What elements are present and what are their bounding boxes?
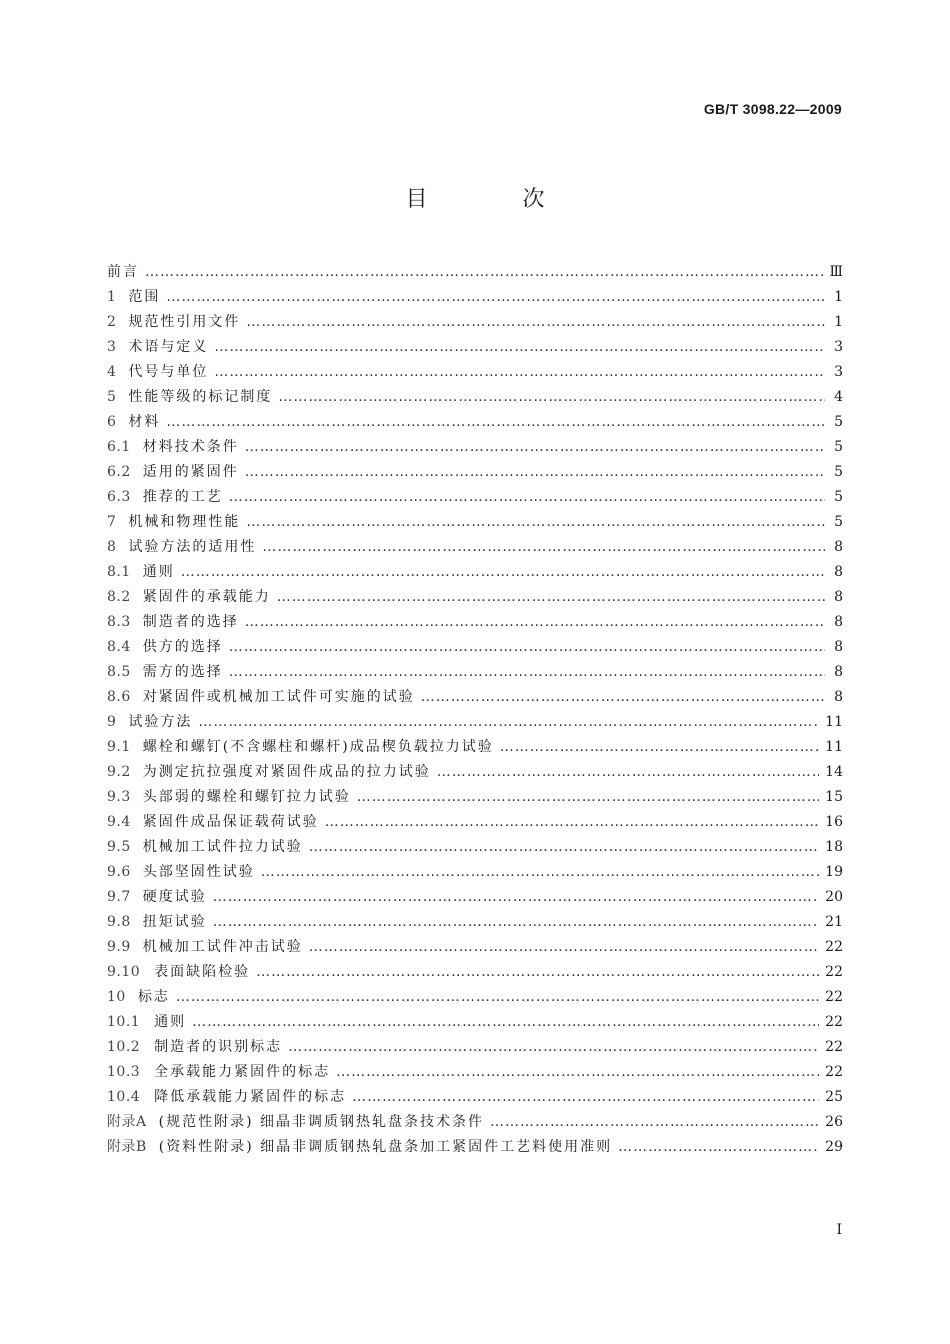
- toc-entry-label: 需方的选择: [142, 664, 223, 680]
- toc-entry-page: 4: [834, 389, 843, 405]
- toc-entry-label: 供方的选择: [142, 639, 223, 655]
- toc-entry-page: 1: [834, 314, 843, 330]
- toc-entry[interactable]: [107, 385, 843, 410]
- toc-leader-dots: [336, 1060, 819, 1085]
- toc-entry-label: 代号与单位: [128, 364, 209, 380]
- toc-entry-page: 22: [825, 964, 843, 980]
- toc-entry-page: 29: [825, 1139, 843, 1155]
- toc-entry-number: 9.8: [107, 914, 131, 930]
- toc-entry-label: 试验方法: [128, 714, 193, 730]
- toc-entry-label: 扭矩试验: [142, 914, 207, 930]
- toc-leader-dots: [214, 335, 825, 360]
- toc-entry[interactable]: [107, 1035, 843, 1060]
- toc-entry-page: 20: [825, 889, 843, 905]
- toc-entry-label: 机械加工试件冲击试验: [142, 939, 303, 955]
- toc-leader-dots: [437, 760, 819, 785]
- toc-entry-page: 14: [825, 764, 843, 780]
- toc-entry[interactable]: [107, 885, 843, 910]
- toc-entry[interactable]: [107, 560, 843, 585]
- toc-entry-page: 16: [825, 814, 843, 830]
- toc-entry-number: 9.4: [107, 814, 131, 830]
- toc-entry[interactable]: [107, 910, 843, 935]
- toc-entry-number: 9.7: [107, 889, 131, 905]
- toc-leader-dots: [490, 1110, 819, 1135]
- toc-entry[interactable]: [107, 635, 843, 660]
- toc-entry-number: 8.5: [107, 664, 131, 680]
- toc-entry[interactable]: [107, 810, 843, 835]
- toc-leader-dots: [229, 660, 825, 685]
- toc-entry-label: 对紧固件或机械加工试件可实施的试验: [142, 689, 415, 705]
- toc-entry-page: 5: [834, 514, 843, 530]
- toc-entry-page: 8: [834, 639, 843, 655]
- toc-entry-number: 6.1: [107, 439, 131, 455]
- toc-entry[interactable]: [107, 260, 843, 285]
- toc-entry-number: 附录A: [107, 1114, 147, 1130]
- page-title: 目 次: [405, 187, 589, 212]
- toc-entry-page: 11: [825, 739, 843, 755]
- toc-entry-number: 9.10: [107, 964, 141, 980]
- toc-entry-page: 5: [834, 489, 843, 505]
- toc-leader-dots: [262, 535, 825, 560]
- toc-entry-number: 9: [107, 714, 117, 730]
- toc-leader-dots: [229, 485, 825, 510]
- toc-entry-label: (规范性附录) 细晶非调质钢热轧盘条技术条件: [158, 1114, 484, 1130]
- toc-entry[interactable]: [107, 1135, 843, 1160]
- toc-entry-label: 紧固件成品保证载荷试验: [142, 814, 319, 830]
- toc-entry-page: 8: [834, 689, 843, 705]
- toc-leader-dots: [246, 310, 825, 335]
- toc-entry[interactable]: [107, 985, 843, 1010]
- toc-entry[interactable]: [107, 1010, 843, 1035]
- toc-entry[interactable]: [107, 710, 843, 735]
- toc-entry-page: 8: [834, 664, 843, 680]
- toc-leader-dots: [145, 260, 823, 285]
- toc-leader-dots: [181, 560, 825, 585]
- toc-entry-label: 规范性引用文件: [128, 314, 241, 330]
- toc-entry-number: 9.5: [107, 839, 131, 855]
- toc-entry-page: 22: [825, 1064, 843, 1080]
- toc-entry-number: 9.3: [107, 789, 131, 805]
- toc-leader-dots: [277, 585, 825, 610]
- toc-entry-number: 附录B: [107, 1139, 147, 1155]
- toc-entry-page: 11: [825, 714, 843, 730]
- toc-entry-label: (资料性附录) 细晶非调质钢热轧盘条加工紧固件工艺料使用准则: [158, 1139, 613, 1155]
- toc-entry-number: 6: [107, 414, 117, 430]
- toc-entry-number: 9.1: [107, 739, 131, 755]
- toc-entry-label: 头部坚固性试验: [142, 864, 255, 880]
- toc-entry[interactable]: [107, 835, 843, 860]
- toc-entry-label: 性能等级的标记制度: [128, 389, 273, 405]
- toc-entry-number: 8.6: [107, 689, 131, 705]
- toc-entry-label: 全承载能力紧固件的标志: [154, 1064, 331, 1080]
- standard-code: GB/T 3098.22—2009: [703, 101, 842, 117]
- toc-entry[interactable]: [107, 1085, 843, 1110]
- toc-leader-dots: [229, 635, 825, 660]
- toc-leader-dots: [500, 735, 819, 760]
- toc-entry-page: 5: [834, 464, 843, 480]
- toc-leader-dots: [278, 385, 825, 410]
- toc-entry[interactable]: [107, 360, 843, 385]
- toc-entry[interactable]: [107, 485, 843, 510]
- toc-entry-label: 表面缺陷检验: [154, 964, 251, 980]
- toc-entry[interactable]: [107, 935, 843, 960]
- toc-entry-page: 8: [834, 539, 843, 555]
- toc-entry-page: 15: [825, 789, 843, 805]
- toc-entry-page: 3: [834, 364, 843, 380]
- toc-entry-number: 3: [107, 339, 117, 355]
- toc-leader-dots: [245, 610, 825, 635]
- toc-entry[interactable]: [107, 410, 843, 435]
- toc-entry[interactable]: [107, 760, 843, 785]
- toc-entry-page: 22: [825, 989, 843, 1005]
- toc-leader-dots: [245, 460, 825, 485]
- toc-entry-number: 8.3: [107, 614, 131, 630]
- toc-leader-dots: [325, 810, 819, 835]
- toc-entry[interactable]: [107, 585, 843, 610]
- toc-entry-label: 头部弱的螺栓和螺钉拉力试验: [142, 789, 351, 805]
- toc-entry-page: 3: [834, 339, 843, 355]
- toc-leader-dots: [166, 285, 825, 310]
- toc-entry-number: 10.4: [107, 1089, 141, 1105]
- toc-entry-label: 适用的紧固件: [142, 464, 239, 480]
- toc-leader-dots: [198, 710, 819, 735]
- toc-entry-page: 5: [834, 414, 843, 430]
- toc-entry-number: 1: [107, 289, 117, 305]
- toc-entry[interactable]: [107, 860, 843, 885]
- toc-entry-label: 范围: [128, 289, 161, 305]
- toc-leader-dots: [309, 835, 819, 860]
- toc-entry-label: 材料技术条件: [142, 439, 239, 455]
- toc-entry[interactable]: [107, 960, 843, 985]
- toc-entry-page: 22: [825, 1039, 843, 1055]
- toc-entry[interactable]: [107, 335, 843, 360]
- toc-entry[interactable]: [107, 685, 843, 710]
- page-number: I: [836, 1222, 842, 1238]
- toc-entry-label: 标志: [137, 989, 170, 1005]
- toc-entry[interactable]: [107, 660, 843, 685]
- toc-entry-label: 通则: [142, 564, 175, 580]
- toc-entry-page: 18: [825, 839, 843, 855]
- toc-entry-number: 8: [107, 539, 117, 555]
- toc-entry-number: 10.1: [107, 1014, 141, 1030]
- toc-entry-number: 2: [107, 314, 117, 330]
- toc-entry-label: 紧固件的承载能力: [142, 589, 271, 605]
- toc-entry-label: 材料: [128, 414, 161, 430]
- toc-entry-page: 19: [825, 864, 843, 880]
- toc-leader-dots: [357, 785, 819, 810]
- toc-entry-number: 10.3: [107, 1064, 141, 1080]
- toc-entry-page: 1: [834, 289, 843, 305]
- toc-entry-label: 为测定抗拉强度对紧固件成品的拉力试验: [142, 764, 431, 780]
- toc-entry-label: 制造者的选择: [142, 614, 239, 630]
- table-of-contents: [107, 260, 843, 1160]
- toc-leader-dots: [166, 410, 825, 435]
- toc-entry-number: 9.6: [107, 864, 131, 880]
- toc-leader-dots: [352, 1085, 819, 1110]
- toc-entry-page: 8: [834, 589, 843, 605]
- toc-entry-label: 通则: [154, 1014, 187, 1030]
- toc-entry-label: 推荐的工艺: [142, 489, 223, 505]
- toc-entry[interactable]: [107, 1060, 843, 1085]
- toc-entry-number: 10: [107, 989, 126, 1005]
- toc-leader-dots: [192, 1010, 819, 1035]
- toc-leader-dots: [261, 860, 819, 885]
- toc-entry-number: 4: [107, 364, 117, 380]
- toc-leader-dots: [288, 1035, 819, 1060]
- toc-leader-dots: [246, 510, 825, 535]
- toc-entry[interactable]: [107, 785, 843, 810]
- toc-entry-label: 前言: [107, 264, 139, 280]
- toc-entry-label: 制造者的识别标志: [154, 1039, 283, 1055]
- toc-leader-dots: [176, 985, 819, 1010]
- toc-entry-number: 6.3: [107, 489, 131, 505]
- toc-entry-number: 9.9: [107, 939, 131, 955]
- toc-entry[interactable]: [107, 1110, 843, 1135]
- toc-leader-dots: [213, 885, 819, 910]
- toc-entry-label: 机械和物理性能: [128, 514, 241, 530]
- toc-leader-dots: [245, 435, 825, 460]
- toc-entry-number: 5: [107, 389, 117, 405]
- toc-entry[interactable]: [107, 285, 843, 310]
- toc-entry[interactable]: [107, 435, 843, 460]
- toc-entry-number: 8.2: [107, 589, 131, 605]
- toc-leader-dots: [214, 360, 825, 385]
- toc-leader-dots: [256, 960, 819, 985]
- toc-entry-label: 降低承载能力紧固件的标志: [154, 1089, 347, 1105]
- toc-entry-page: Ⅲ: [829, 264, 843, 280]
- toc-entry-page: 5: [834, 439, 843, 455]
- toc-entry-number: 8.4: [107, 639, 131, 655]
- toc-entry[interactable]: [107, 735, 843, 760]
- toc-entry[interactable]: [107, 460, 843, 485]
- toc-entry[interactable]: [107, 510, 843, 535]
- toc-entry-number: 10.2: [107, 1039, 141, 1055]
- toc-leader-dots: [618, 1135, 819, 1160]
- toc-entry[interactable]: [107, 310, 843, 335]
- toc-entry-number: 8.1: [107, 564, 131, 580]
- toc-leader-dots: [309, 935, 819, 960]
- toc-entry-number: 9.2: [107, 764, 131, 780]
- toc-entry-page: 22: [825, 939, 843, 955]
- toc-entry-page: 8: [834, 614, 843, 630]
- toc-entry-page: 25: [825, 1089, 843, 1105]
- toc-entry-page: 8: [834, 564, 843, 580]
- toc-entry-page: 21: [825, 914, 843, 930]
- toc-entry-label: 机械加工试件拉力试验: [142, 839, 303, 855]
- toc-entry[interactable]: [107, 535, 843, 560]
- toc-entry-number: 7: [107, 514, 117, 530]
- toc-leader-dots: [213, 910, 819, 935]
- toc-entry-label: 术语与定义: [128, 339, 209, 355]
- toc-entry-label: 硬度试验: [142, 889, 207, 905]
- toc-entry[interactable]: [107, 610, 843, 635]
- toc-leader-dots: [421, 685, 825, 710]
- toc-entry-label: 螺栓和螺钉(不含螺柱和螺杆)成品楔负载拉力试验: [142, 739, 494, 755]
- toc-entry-page: 26: [825, 1114, 843, 1130]
- toc-entry-page: 22: [825, 1014, 843, 1030]
- toc-entry-label: 试验方法的适用性: [128, 539, 257, 555]
- toc-entry-number: 6.2: [107, 464, 131, 480]
